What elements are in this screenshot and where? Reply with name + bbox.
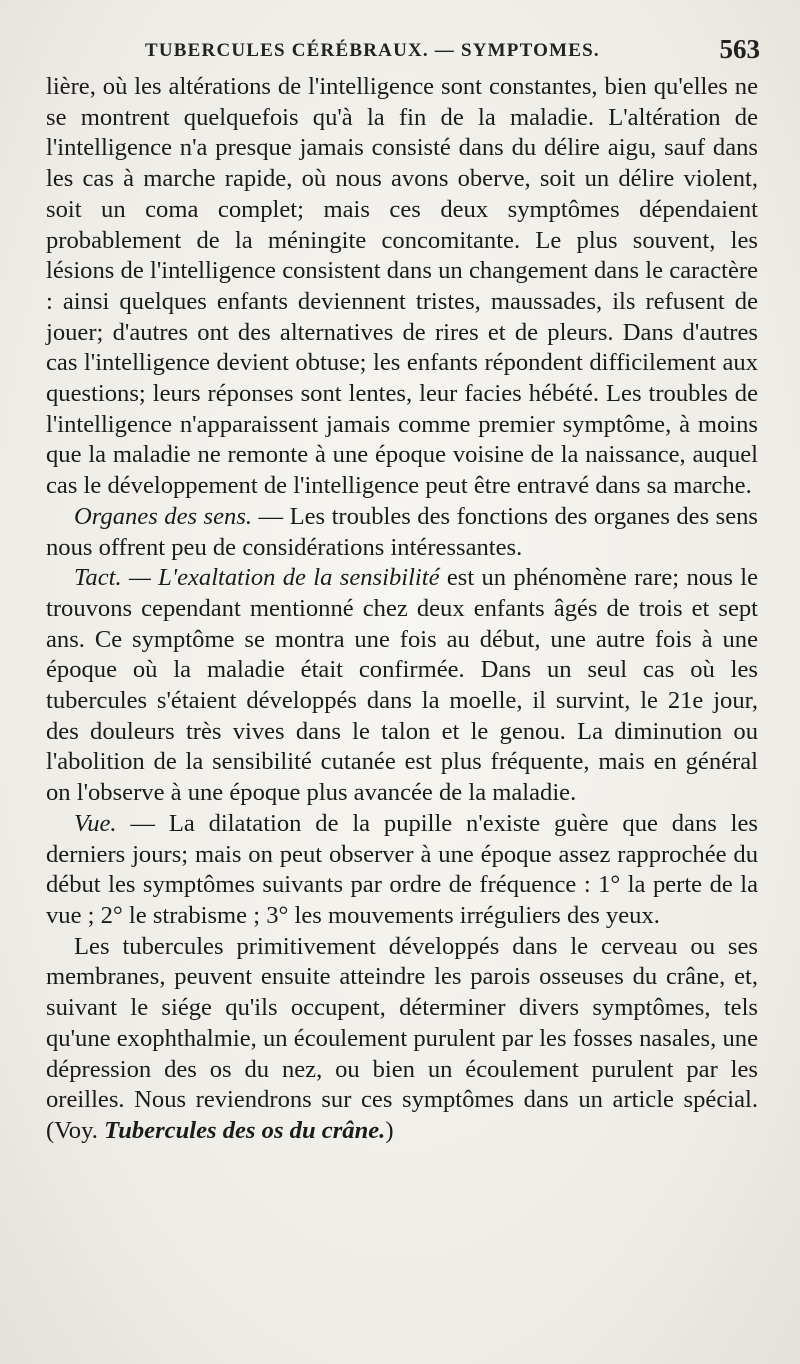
paragraph-intelligence: lière, où les altérations de l'intelligence sont constantes, bien qu'elles ne se montrent quelquefois qu'à la fin de la maladie. L'altération de l'intelligence n'a presque jamais consisté dans du délire aigu, sauf dans les cas à marche rapide, où nous avons oberve, soit un délire violent, soit un coma complet; mais ces deux symptômes dépendaient probablement de la méningite concomitante. Le plus souvent, les lésions de l'intelligence consistent dans un changement dans le caractère : ainsi quelques enfants deviennent tristes, maussades, ils refusent de jouer; d'autres ont des alternatives de rires et de pleurs. Dans d'autres cas l'intelligence devient obtuse; les enfants répondent difficilement aux questions; leurs réponses sont lentes, leur facies hébété. Les troubles de l'intelligence n'apparaissent jamais comme premier symptôme, à moins que la maladie ne remonte à une époque voisine de la naissance, auquel cas le développement de l'intelligence peut être entravé dans sa marche. [46, 73, 758, 500]
paragraph-tubercules [46, 932, 758, 1147]
section-lead-vue: Vue. [74, 809, 117, 837]
page-number: 563 [719, 34, 760, 64]
italic-phrase: — L'exaltation de la sensibilité [121, 564, 440, 592]
paragraph-organes-des-sens [46, 502, 758, 563]
running-head: TUBERCULES CÉRÉBRAUX. — SYMPTOMES. [145, 40, 600, 61]
body-text [46, 72, 758, 1147]
paragraph-text: — La dilatation de la pupille n'existe guère que dans les derniers jours; mais on peut observer à une époque assez rapprochée du début les symptômes suivants par ordre de fréquence : 1° la perte de la vue ; 2° le strabisme ; 3° les mouvements irréguliers des yeux. [46, 809, 758, 929]
cross-reference: Tubercules des os du crâne. [104, 1116, 386, 1144]
paragraph-text: Les tubercules primitivement développés dans le cerveau ou ses membranes, peuvent ensuite atteindre les parois osseuses du crâne, et, suivant le siége qu'ils occupent, déterminer divers symptômes, tels qu'une exophthalmie, un écoulement purulent par les fosses nasales, une dépression des os du nez, ou bien un écoulement purulent par les oreilles. Nous reviendrons sur ces symptômes dans un article spécial. (Voy. [46, 932, 758, 1144]
paragraph-text: — Les troubles des fonctions des organes des sens nous offrent peu de considérations intéressantes. [46, 502, 758, 561]
paragraph-tact [46, 563, 758, 809]
paragraph-end: ) [385, 1116, 394, 1144]
paragraph-vue [46, 809, 758, 932]
section-lead-organes: Organes des sens. [74, 502, 253, 530]
section-lead-tact: Tact. [74, 564, 122, 592]
paragraph-text: est un phénomène rare; nous le trouvons cependant mentionné chez deux enfants âgés de trois et sept ans. Ce symptôme se montra une fois au début, une autre fois à une époque où la maladie était confirmée. Dans un seul cas où les tubercules s'étaient développés dans la moelle, il survint, le 21e jour, des douleurs très vives dans le talon et le genou. La diminution ou l'abolition de la sensibilité cutanée est plus fréquente, mais en général on l'observe à une époque plus avancée de la maladie. [46, 564, 758, 807]
page-header [50, 34, 760, 74]
